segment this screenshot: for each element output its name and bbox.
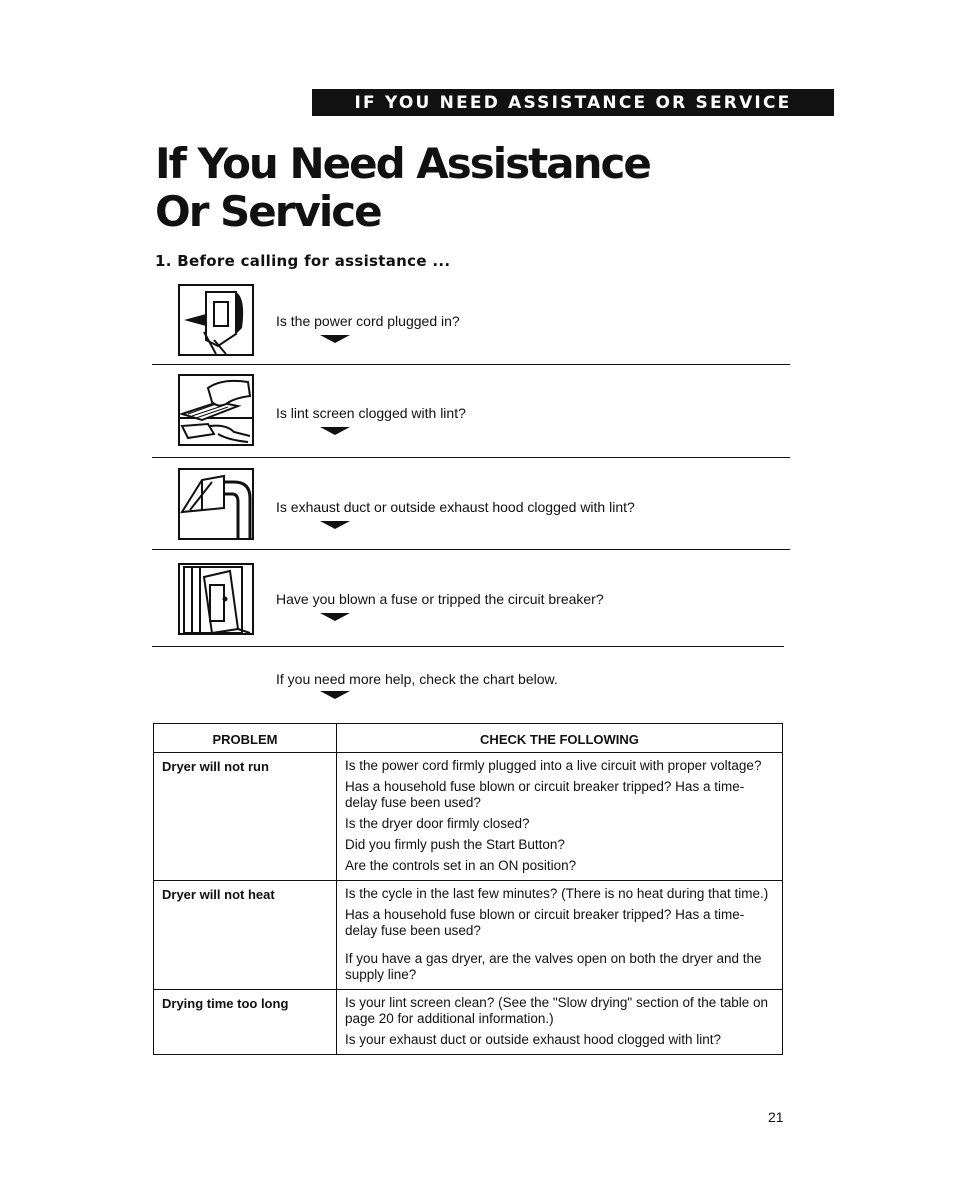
check-item: Is the power cord firmly plugged into a live circuit with proper voltage? — [345, 758, 762, 773]
down-arrow-icon — [320, 613, 350, 621]
checks-cell — [337, 753, 783, 881]
table-header-row — [154, 724, 783, 753]
table-row — [154, 753, 783, 881]
circuit-breaker-icon — [178, 563, 254, 635]
check-item: Is the cycle in the last few minutes? (There is no heat during that time.) — [345, 886, 769, 901]
checklist-item-text: Is exhaust duct or outside exhaust hood clogged with lint? — [276, 499, 635, 515]
section-banner: IF YOU NEED ASSISTANCE OR SERVICE — [312, 89, 834, 116]
down-arrow-icon — [320, 335, 350, 343]
check-item: Are the controls set in an ON position? — [345, 858, 577, 873]
check-item: If you have a gas dryer, are the valves open on both the dryer and the supply line? — [345, 951, 762, 982]
page-title-line-1: If You Need Assistance — [155, 139, 650, 188]
problem-cell: Dryer will not heat — [154, 881, 337, 990]
divider — [152, 646, 784, 647]
check-item: Is your lint screen clean? (See the "Slow drying" section of the table on page 20 for additional information.) — [345, 995, 769, 1026]
divider — [152, 457, 790, 458]
check-item: Did you firmly push the Start Button? — [345, 837, 565, 852]
section-heading: 1. Before calling for assistance ... — [155, 252, 451, 270]
page-number: 21 — [768, 1109, 784, 1125]
divider — [152, 549, 790, 550]
troubleshooting-table — [153, 723, 783, 1055]
more-help-note: If you need more help, check the chart below. — [276, 671, 558, 687]
column-header-check: CHECK THE FOLLOWING — [337, 724, 783, 753]
power-cord-plug-icon — [178, 284, 254, 356]
exhaust-duct-icon — [178, 468, 254, 540]
problem-cell: Drying time too long — [154, 990, 337, 1055]
down-arrow-icon — [320, 427, 350, 435]
page-title-line-2: Or Service — [155, 187, 381, 236]
column-header-problem: PROBLEM — [154, 724, 337, 753]
divider — [152, 364, 790, 365]
checklist-item-text: Is lint screen clogged with lint? — [276, 405, 466, 421]
check-item: Is the dryer door firmly closed? — [345, 816, 530, 831]
down-arrow-icon — [320, 521, 350, 529]
checks-cell — [337, 990, 783, 1055]
check-item: Has a household fuse blown or circuit breaker tripped? Has a time-delay fuse been used? — [345, 779, 745, 810]
check-item: Is your exhaust duct or outside exhaust hood clogged with lint? — [345, 1032, 721, 1047]
table-row — [154, 990, 783, 1055]
checks-cell — [337, 881, 783, 990]
page-title — [155, 140, 650, 236]
table-row — [154, 881, 783, 990]
problem-cell: Dryer will not run — [154, 753, 337, 881]
lint-screen-icon — [178, 374, 254, 446]
down-arrow-icon — [320, 691, 350, 699]
checklist-item-text: Is the power cord plugged in? — [276, 313, 460, 329]
check-item: Has a household fuse blown or circuit breaker tripped? Has a time-delay fuse been used? — [345, 907, 745, 938]
checklist-item-text: Have you blown a fuse or tripped the circuit breaker? — [276, 591, 604, 607]
